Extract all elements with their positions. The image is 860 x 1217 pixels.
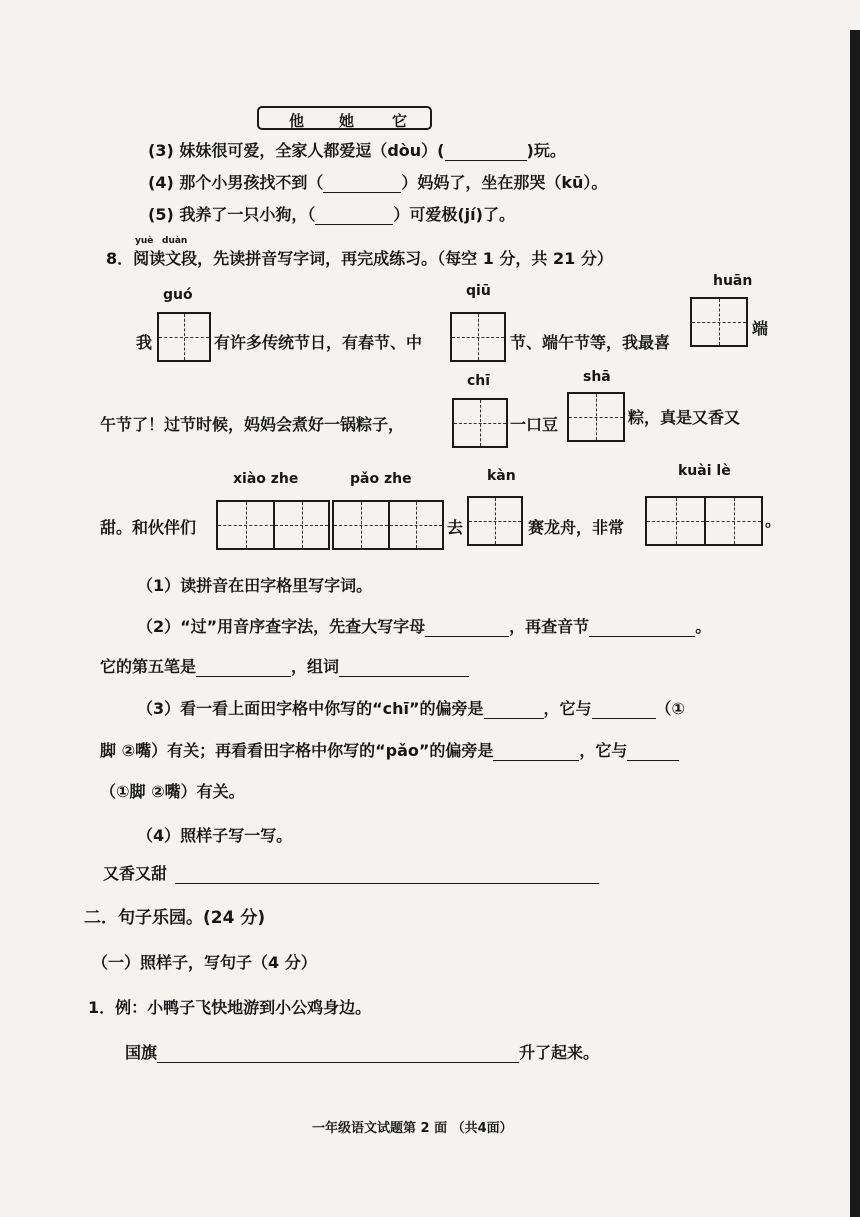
fill-item-3: (3) 妹妹很可爱，全家人都爱逗（dòu）( )玩。 xyxy=(148,141,566,160)
word-option: 她 xyxy=(339,112,355,130)
word-choice-box xyxy=(257,106,432,130)
passage-text: 一口豆 xyxy=(510,415,559,434)
tianzige-box-guo[interactable] xyxy=(157,312,211,362)
answer-blank[interactable] xyxy=(592,718,656,719)
sentence-example: 1．例：小鸭子飞快地游到小公鸡身边。 xyxy=(88,998,372,1017)
pinyin-kuai-le: kuài lè xyxy=(678,463,731,479)
passage-text: 节、端午节等，我最喜 xyxy=(510,333,671,352)
fill-item-5: (5) 我养了一只小狗，（ ）可爱极(jí)了。 xyxy=(148,205,515,224)
word-option: 它 xyxy=(392,112,408,130)
sub-question-3: （3）看一看上面田字格中你写的“chī”的偏旁是 ，它与 （① xyxy=(137,699,686,718)
pinyin-qiu: qiū xyxy=(466,283,491,299)
ruby-duan: duàn xyxy=(162,236,188,246)
answer-blank[interactable] xyxy=(323,192,401,193)
answer-blank[interactable] xyxy=(157,1062,519,1063)
tianzige-box-pao-zhe[interactable] xyxy=(332,500,444,550)
answer-blank[interactable] xyxy=(445,160,527,161)
sub-question-3-end: （①脚 ②嘴）有关。 xyxy=(100,782,245,801)
sub-question-1: （1）读拼音在田字格里写字词。 xyxy=(137,576,373,595)
sub-question-3-cont: 脚 ②嘴）有关；再看看田字格中你写的“pǎo”的偏旁是 ，它与 xyxy=(100,738,679,761)
sub-question-4-example: 又香又甜 xyxy=(103,861,599,884)
tianzige-box-kan[interactable] xyxy=(467,496,523,546)
pinyin-xiao-zhe: xiào zhe xyxy=(233,471,299,487)
word-option: 他 xyxy=(289,112,305,130)
pinyin-guo: guó xyxy=(163,287,193,303)
answer-blank[interactable] xyxy=(493,760,579,761)
pinyin-pao-zhe: pǎo zhe xyxy=(350,471,412,487)
answer-blank[interactable] xyxy=(175,883,599,884)
passage-text: 午节了！过节时候，妈妈会煮好一锅粽子， xyxy=(100,415,405,434)
pinyin-sha: shā xyxy=(583,369,611,385)
answer-blank[interactable] xyxy=(484,718,544,719)
answer-blank[interactable] xyxy=(627,760,679,761)
answer-blank[interactable] xyxy=(315,224,393,225)
pinyin-kan: kàn xyxy=(487,468,516,484)
pinyin-huan: huān xyxy=(713,273,753,289)
question-8-title: 8．阅读文段，先读拼音写字词，再完成练习。（每空 1 分，共 21 分） xyxy=(106,249,613,268)
answer-blank[interactable] xyxy=(425,636,509,637)
passage-text: 甜。和伙伴们 xyxy=(100,518,197,537)
passage-text: 。 xyxy=(765,511,782,530)
section-2-sub-1: （一）照样子，写句子（4 分） xyxy=(92,953,317,972)
sub-question-2: （2）“过”用音序查字法，先查大写字母 ，再查音节 。 xyxy=(137,617,712,636)
sentence-prompt: 国旗 升了起来。 xyxy=(125,1043,600,1062)
section-2-title: 二．句子乐园。(24 分) xyxy=(84,908,266,928)
passage-text: 赛龙舟，非常 xyxy=(528,518,625,537)
passage-text: 我 xyxy=(136,333,153,352)
tianzige-box-huan[interactable] xyxy=(690,297,748,347)
passage-text: 端 xyxy=(752,319,769,338)
tianzige-box-kuai-le[interactable] xyxy=(645,496,763,546)
answer-blank[interactable] xyxy=(339,676,469,677)
tianzige-box-chi[interactable] xyxy=(452,398,508,448)
answer-blank[interactable] xyxy=(196,676,291,677)
passage-text: 粽，真是又香又 xyxy=(628,408,741,427)
answer-blank[interactable] xyxy=(589,636,695,637)
pinyin-chi: chī xyxy=(467,373,491,389)
fill-item-4: (4) 那个小男孩找不到（ ）妈妈了，坐在那哭（kū）。 xyxy=(148,173,608,192)
passage-text: 有许多传统节日，有春节、中 xyxy=(214,333,423,352)
passage-text: 去 xyxy=(447,518,464,537)
tianzige-box-sha[interactable] xyxy=(567,392,625,442)
ruby-yue: yuè xyxy=(135,236,154,246)
tianzige-box-qiu[interactable] xyxy=(450,312,506,362)
page-edge-shadow xyxy=(850,30,860,1217)
sub-question-2-cont: 它的第五笔是 ，组词 xyxy=(100,654,469,677)
sub-question-4: （4）照样子写一写。 xyxy=(137,826,293,845)
tianzige-box-xiao-zhe[interactable] xyxy=(216,500,330,550)
page-footer: 一年级语文试题第 2 面 （共4面） xyxy=(312,1121,513,1136)
